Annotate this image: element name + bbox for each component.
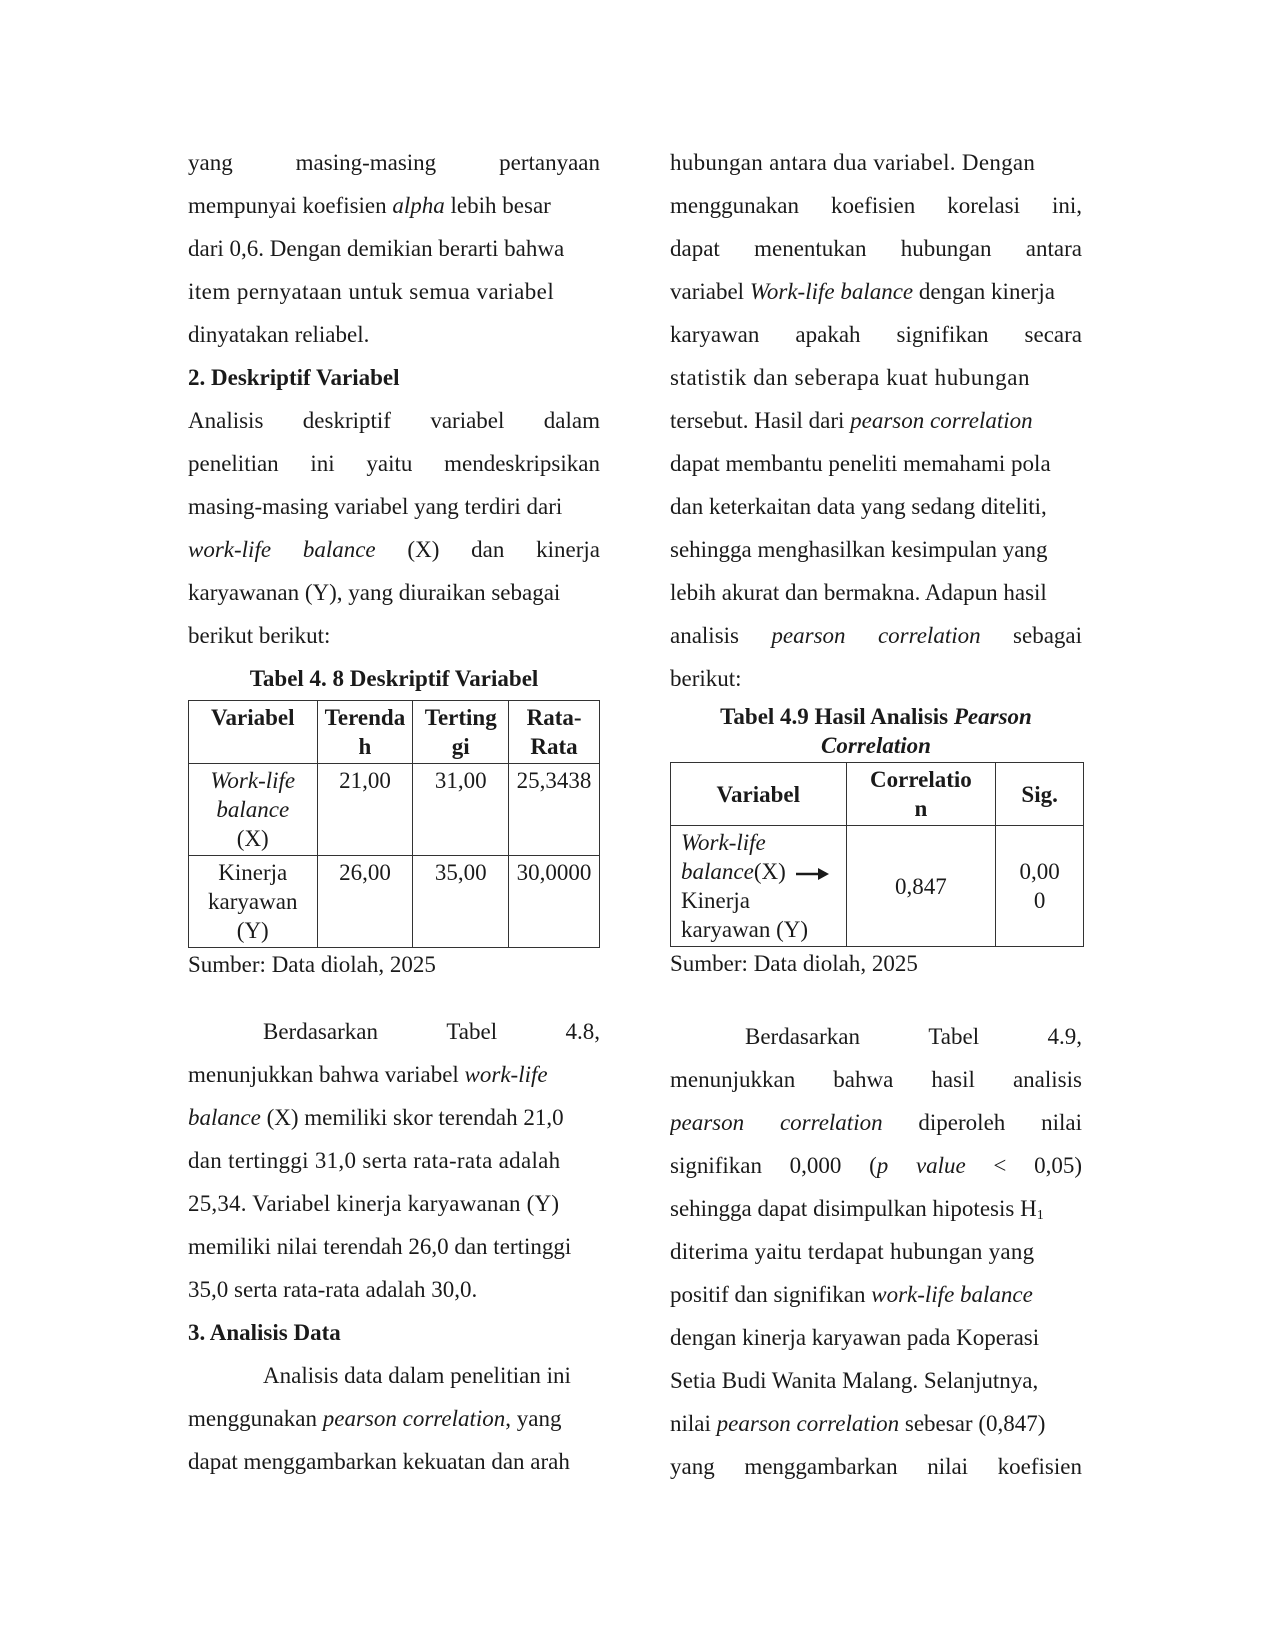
section-heading-2: 2. Deskriptif Variabel	[188, 365, 400, 390]
text-line: positif dan signifikan work-life balance	[670, 1282, 1033, 1307]
text-line: dapat menentukan hubungan antara	[670, 236, 1082, 261]
cell-rata-rata: 30,0000	[509, 856, 600, 948]
table-row	[189, 764, 600, 856]
text-line: karyawan apakah signifikan secara	[670, 322, 1082, 347]
paragraph-result-4-9	[670, 1015, 1082, 1488]
header-terendah: Terenda h	[317, 701, 413, 764]
text-line: berikut:	[670, 666, 742, 691]
text-line: menunjukkan bahwa variabel work-life	[188, 1062, 548, 1087]
left-column	[188, 141, 600, 1483]
text-line: penelitian ini yaitu mendeskripsikan	[188, 451, 600, 476]
table-header-row	[189, 701, 600, 764]
text-line: Berdasarkan Tabel 4.9,	[745, 1024, 1082, 1049]
cell-tertinggi: 31,00	[413, 764, 509, 856]
text-line: dengan kinerja karyawan pada Koperasi	[670, 1325, 1040, 1350]
text-line: menggunakan pearson correlation, yang	[188, 1406, 562, 1431]
text-line: mempunyai koefisien alpha lebih besar	[188, 193, 551, 218]
text-line: 25,34. Variabel kinerja karyawanan (Y)	[188, 1191, 560, 1216]
cell-terendah: 26,00	[317, 856, 413, 948]
text-line: dan tertinggi 31,0 serta rata-rata adalah	[188, 1148, 561, 1173]
section-heading-3: 3. Analisis Data	[188, 1320, 341, 1345]
text-line: 35,0 serta rata-rata adalah 30,0.	[188, 1277, 478, 1302]
text-line: karyawanan (Y), yang diuraikan sebagai	[188, 580, 561, 605]
text-line: Analisis data dalam penelitian ini	[263, 1363, 571, 1388]
table-4-9	[670, 762, 1084, 947]
text-line: dapat menggambarkan kekuatan dan arah	[188, 1449, 570, 1474]
table-4-9-caption: Tabel 4.9 Hasil Analisis Pearson Correlation	[720, 704, 1032, 758]
arrow-right-icon	[794, 867, 830, 881]
text-line: balance (X) memiliki skor terendah 21,0	[188, 1105, 564, 1130]
header-correlation: Correlatio n	[846, 763, 996, 826]
text-line: memiliki nilai terendah 26,0 dan tertinggi	[188, 1234, 572, 1259]
text-line: variabel Work-life balance dengan kinerja	[670, 279, 1055, 304]
table-4-8-source: Sumber: Data diolah, 2025	[188, 952, 436, 977]
text-line: diterima yaitu terdapat hubungan yang	[670, 1239, 1035, 1264]
table-row	[671, 826, 1084, 947]
text-line: sehingga dapat disimpulkan hipotesis $H_1$	[670, 1196, 1044, 1223]
paragraph-result-4-8	[188, 1010, 600, 1311]
text-line: yang menggambarkan nilai koefisien	[670, 1454, 1082, 1479]
text-line: sehingga menghasilkan kesimpulan yang	[670, 537, 1048, 562]
text-line: tersebut. Hasil dari pearson correlation	[670, 408, 1033, 433]
cell-rata-rata: 25,3438	[509, 764, 600, 856]
cell-variabel: Work-life balance (X)	[189, 764, 318, 856]
header-tertinggi: Terting gi	[413, 701, 509, 764]
text-line: analisis pearson correlation sebagai	[670, 623, 1082, 648]
paragraph-descriptive	[188, 399, 600, 657]
text-line: item pernyataan untuk semua variabel	[188, 279, 555, 304]
text-line: dan keterkaitan data yang sedang diteliti,	[670, 494, 1047, 519]
text-line: signifikan 0,000 (p value < 0,05)	[670, 1153, 1082, 1178]
cell-tertinggi: 35,00	[413, 856, 509, 948]
cell-sig: 0,00 0	[996, 826, 1084, 947]
text-line: nilai pearson correlation sebesar (0,847)	[670, 1411, 1046, 1436]
right-column	[670, 141, 1082, 1488]
text-line: Setia Budi Wanita Malang. Selanjutnya,	[670, 1368, 1039, 1393]
cell-terendah: 21,00	[317, 764, 413, 856]
header-rata-rata: Rata- Rata	[509, 701, 600, 764]
table-4-8	[188, 700, 600, 948]
cell-variabel: Kinerja karyawan (Y)	[189, 856, 318, 948]
paragraph-reliability	[188, 141, 600, 356]
paragraph-analysis	[188, 1354, 600, 1483]
table-4-9-source: Sumber: Data diolah, 2025	[670, 951, 918, 976]
table-4-8-caption: Tabel 4. 8 Deskriptif Variabel	[249, 666, 539, 691]
text-line: pearson correlation diperoleh nilai	[670, 1110, 1082, 1135]
cell-variabel: Work-life balance(X) Kinerja karyawan (Y)	[671, 826, 847, 947]
text-line: dari 0,6. Dengan demikian berarti bahwa	[188, 236, 565, 261]
text-line: dapat membantu peneliti memahami pola	[670, 451, 1051, 476]
header-variabel: Variabel	[189, 701, 318, 764]
cell-correlation: 0,847	[846, 826, 996, 947]
text-line: statistik dan seberapa kuat hubungan	[670, 365, 1031, 390]
header-sig: Sig.	[996, 763, 1084, 826]
text-line: dinyatakan reliabel.	[188, 322, 370, 347]
text-line: berikut berikut:	[188, 623, 331, 648]
text-line: work-life balance (X) dan kinerja	[188, 537, 600, 562]
text-line: Analisis deskriptif variabel dalam	[188, 408, 600, 433]
text-line: menggunakan koefisien korelasi ini,	[670, 193, 1082, 218]
table-row	[189, 856, 600, 948]
text-line: yang masing-masing pertanyaan	[188, 150, 600, 175]
paragraph-intro	[670, 141, 1082, 700]
text-line: masing-masing variabel yang terdiri dari	[188, 494, 563, 519]
table-header-row	[671, 763, 1084, 826]
text-line: menunjukkan bahwa hasil analisis	[670, 1067, 1082, 1092]
header-variabel: Variabel	[671, 763, 847, 826]
text-line: lebih akurat dan bermakna. Adapun hasil	[670, 580, 1047, 605]
text-line: Berdasarkan Tabel 4.8,	[263, 1019, 600, 1044]
text-line: hubungan antara dua variabel. Dengan	[670, 150, 1036, 175]
